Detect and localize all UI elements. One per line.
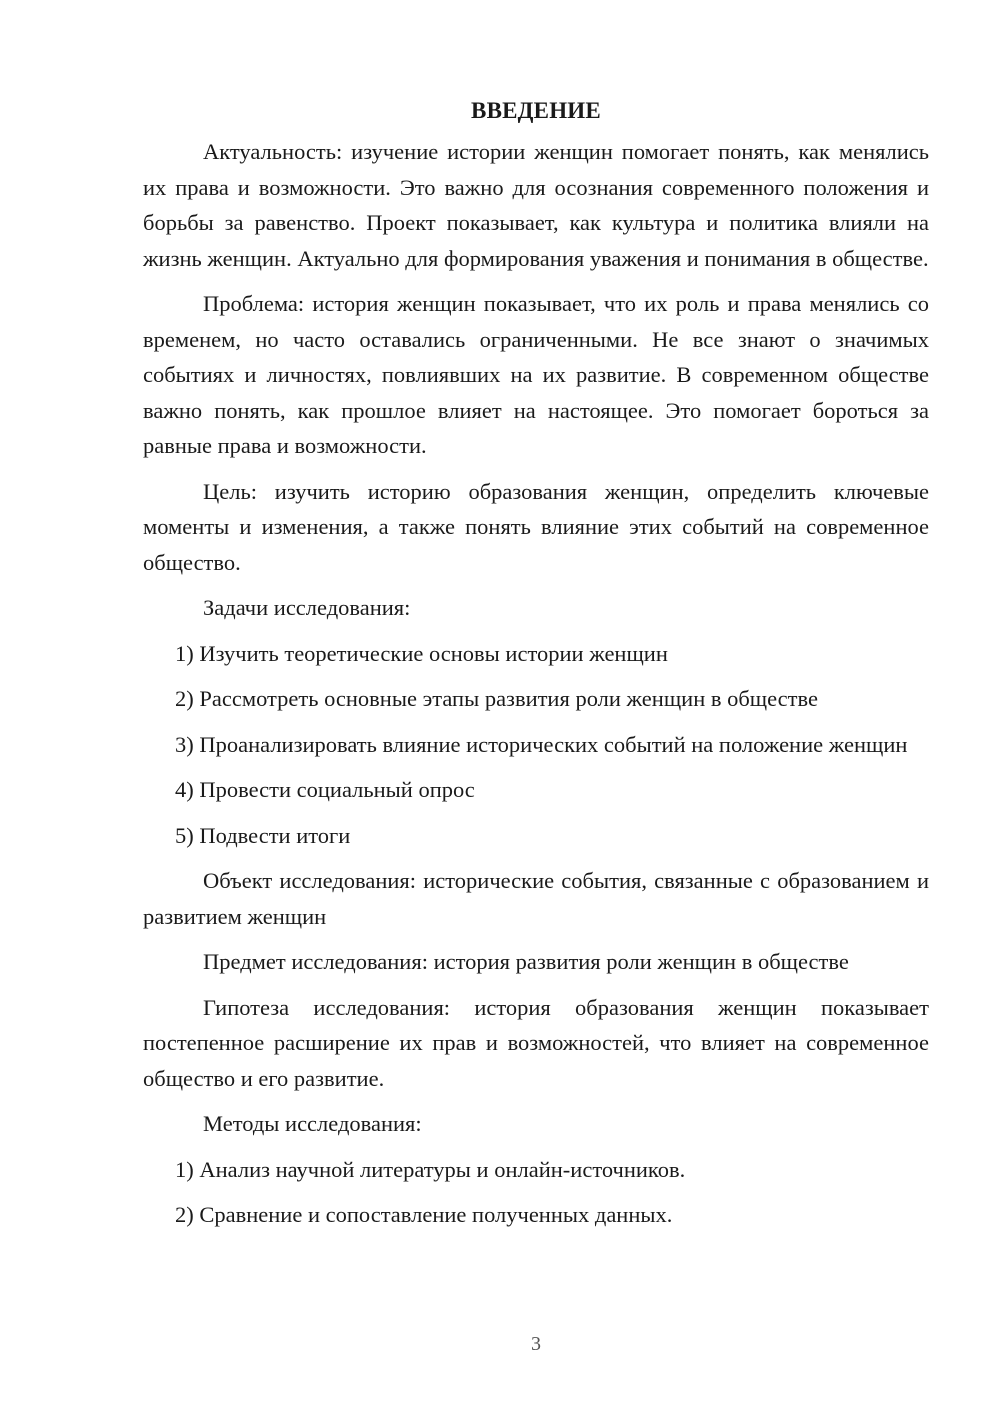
method-item-1: 1) Анализ научной литературы и онлайн-источников. [175,1156,686,1182]
methods-heading: Методы исследования: [203,1111,422,1136]
task-item-1: 1) Изучить теоретические основы истории женщин [175,640,668,666]
problem-paragraph: Проблема: история женщин показывает, что их роль и права менялись со временем, но часто оставались ограниченными. Не все знают о значимых событиях и личностях, повлиявших на их развитие. В современном обществе важно понять, как прошлое влияет на настоящее. Это помогает бороться за равные права и возможности. [143,291,929,458]
page-title: ВВЕДЕНИЕ [471,98,601,123]
document-page [143,96,929,1243]
task-item-4: 4) Провести социальный опрос [175,777,475,802]
task-item-2: 2) Рассмотреть основные этапы развития роли женщин в обществе [175,686,818,711]
task-item-3: 3) Проанализировать влияние исторических событий на положение женщин [175,731,908,757]
hypothesis-paragraph: Гипотеза исследования: история образования женщин показывает постепенное расширение их прав и возможностей, что влияет на современное общество и его развитие. [143,994,929,1091]
page-number: 3 [531,1333,541,1355]
subject-paragraph: Предмет исследования: история развития роли женщин в обществе [203,949,849,974]
tasks-heading: Задачи исследования: [203,595,411,620]
method-item-2: 2) Сравнение и сопоставление полученных данных. [175,1202,673,1227]
relevance-paragraph: Актуальность: изучение истории женщин помогает понять, как менялись их права и возможности. Это важно для осознания современного положения и борьбы за равенство. Проект показывает, как культура и политика влияли на жизнь женщин. Актуально для формирования уважения и понимания в обществе. [143,139,929,271]
goal-paragraph: Цель: изучить историю образования женщин, определить ключевые моменты и изменения, а также понять влияние этих событий на современное общество. [143,478,929,575]
task-item-5: 5) Подвести итоги [175,822,351,848]
object-paragraph: Объект исследования: исторические события, связанные с образованием и развитием женщин [143,868,929,929]
